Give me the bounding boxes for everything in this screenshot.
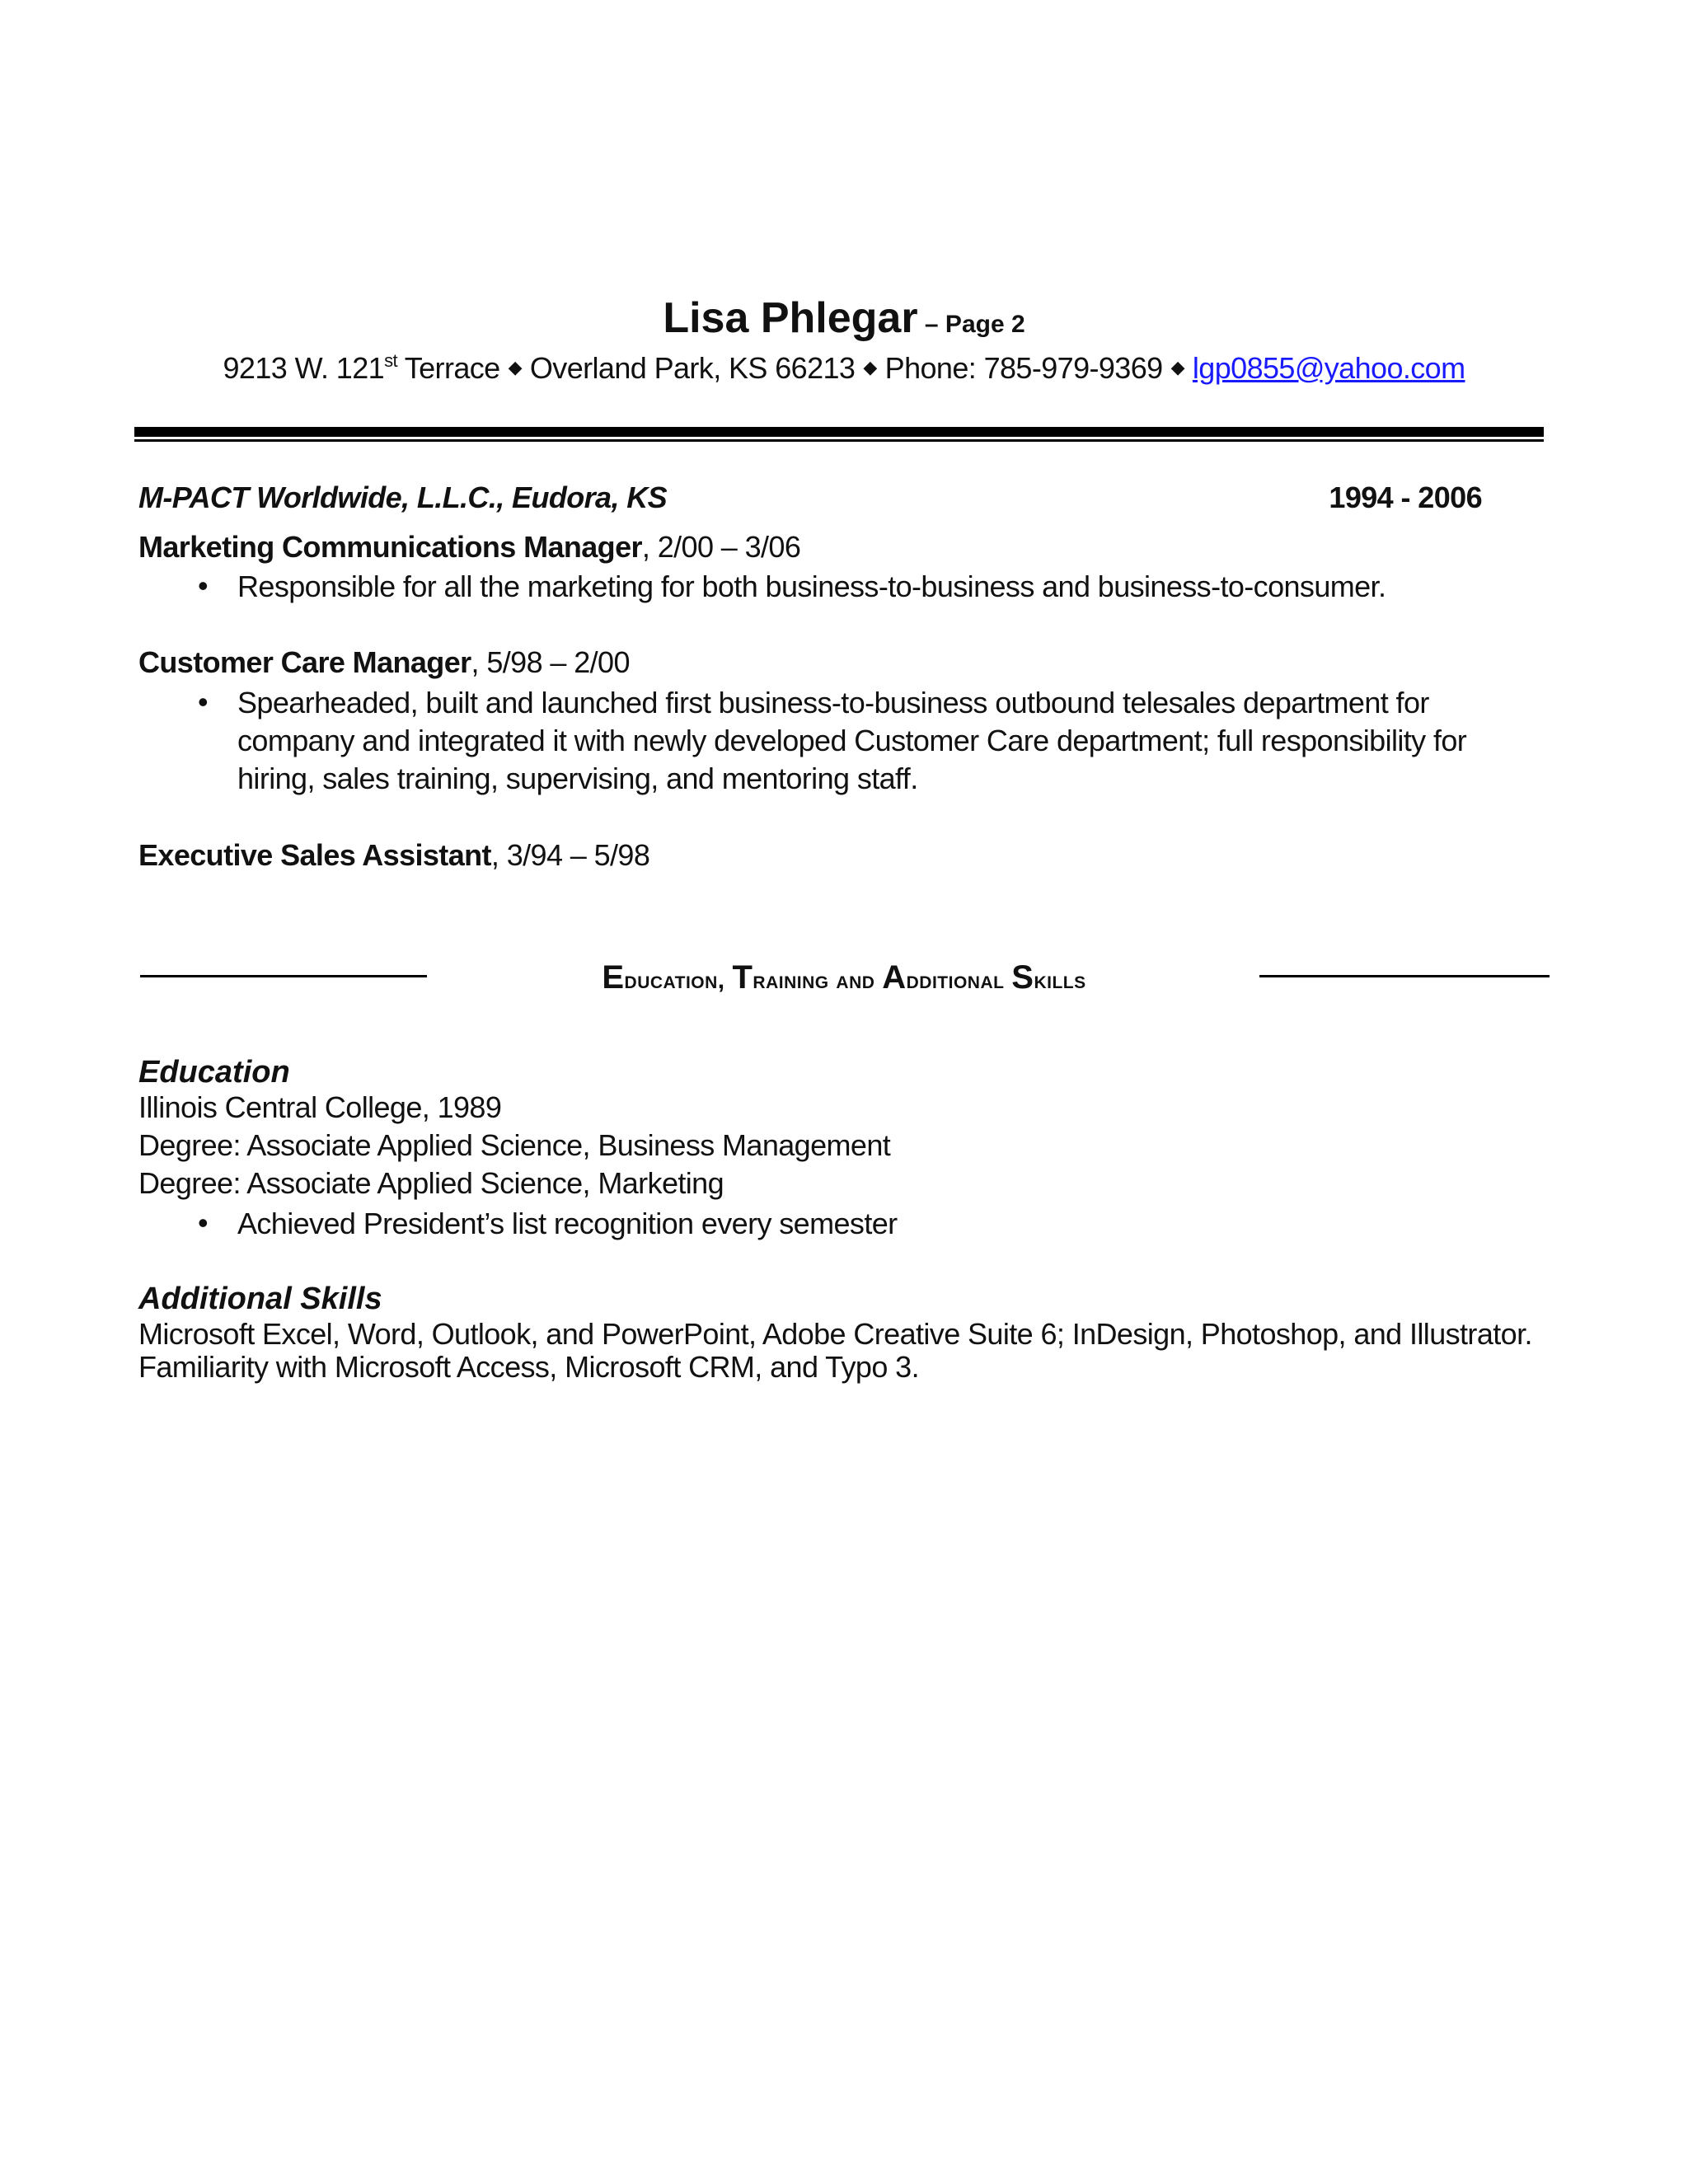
skills-heading: Additional Skills <box>138 1282 382 1316</box>
job-bullet: Responsible for all the marketing for both business-to-business and business-to-consumer. <box>237 569 1386 603</box>
education-line: Illinois Central College, 1989 <box>138 1090 502 1124</box>
name-heading <box>0 294 1688 342</box>
bullet-icon: • <box>198 1206 209 1240</box>
page-label: – Page 2 <box>917 311 1025 338</box>
address-street-sup: st <box>384 350 397 371</box>
section-title-rest: kills <box>1034 967 1086 994</box>
job-entry <box>138 837 649 874</box>
section-title-rest: dditional <box>906 967 1012 994</box>
section-title-initial: E <box>602 959 625 996</box>
job-dates: , 5/98 – 2/00 <box>471 645 630 679</box>
bullet-icon: • <box>198 685 209 719</box>
skills-line: Microsoft Excel, Word, Outlook, and PowerPoint, Adobe Creative Suite 6; InDesign, Photoshop, and Illustrator. <box>138 1317 1532 1351</box>
job-entry <box>138 644 630 681</box>
bullet-icon: • <box>198 569 209 602</box>
header-divider-thick <box>134 427 1544 437</box>
person-name: Lisa Phlegar <box>663 294 918 342</box>
section-title-initial: T <box>732 959 753 996</box>
header-divider-thin <box>134 439 1544 442</box>
education-bullet: Achieved President’s list recognition every semester <box>237 1207 898 1240</box>
education-line: Degree: Associate Applied Science, Business Management <box>138 1128 891 1162</box>
job-title: Executive Sales Assistant <box>138 838 491 872</box>
job-title: Marketing Communications Manager <box>138 530 642 564</box>
education-heading: Education <box>138 1055 290 1090</box>
education-line: Degree: Associate Applied Science, Marketing <box>138 1166 724 1200</box>
skills-line: Familiarity with Microsoft Access, Microsoft CRM, and Typo 3. <box>138 1350 920 1384</box>
job-bullet: Spearheaded, built and launched first business-to-business outbound telesales department for company and integrated it with newly developed Customer Care department; full responsibility for hiring, sales training, supervising, and mentoring staff. <box>237 686 1467 795</box>
job-dates: , 3/94 – 5/98 <box>490 838 650 872</box>
diamond-separator-icon: ◆ <box>1170 357 1184 377</box>
address-street-suffix: Terrace <box>396 351 500 385</box>
contact-line <box>0 349 1688 387</box>
address-street-prefix: 9213 W. 121 <box>223 351 385 385</box>
section-title <box>0 959 1688 996</box>
diamond-separator-icon: ◆ <box>863 357 877 377</box>
email-link[interactable]: lgp0855@yahoo.com <box>1192 351 1465 385</box>
section-title-initial: S <box>1011 959 1034 996</box>
employment-years: 1994 - 2006 <box>1329 480 1482 514</box>
diamond-separator-icon: ◆ <box>508 357 522 377</box>
job-dates: , 2/00 – 3/06 <box>641 530 801 564</box>
company-name: M-PACT Worldwide, L.L.C., Eudora, KS <box>138 480 668 514</box>
section-title-rest: raining and <box>753 967 883 994</box>
section-title-initial: A <box>882 959 907 996</box>
address-city: Overland Park, KS 66213 <box>529 351 856 385</box>
section-title-rest: ducation, <box>624 967 733 994</box>
job-title: Customer Care Manager <box>138 645 471 679</box>
phone-number: Phone: 785-979-9369 <box>884 351 1163 385</box>
job-entry <box>138 529 800 565</box>
